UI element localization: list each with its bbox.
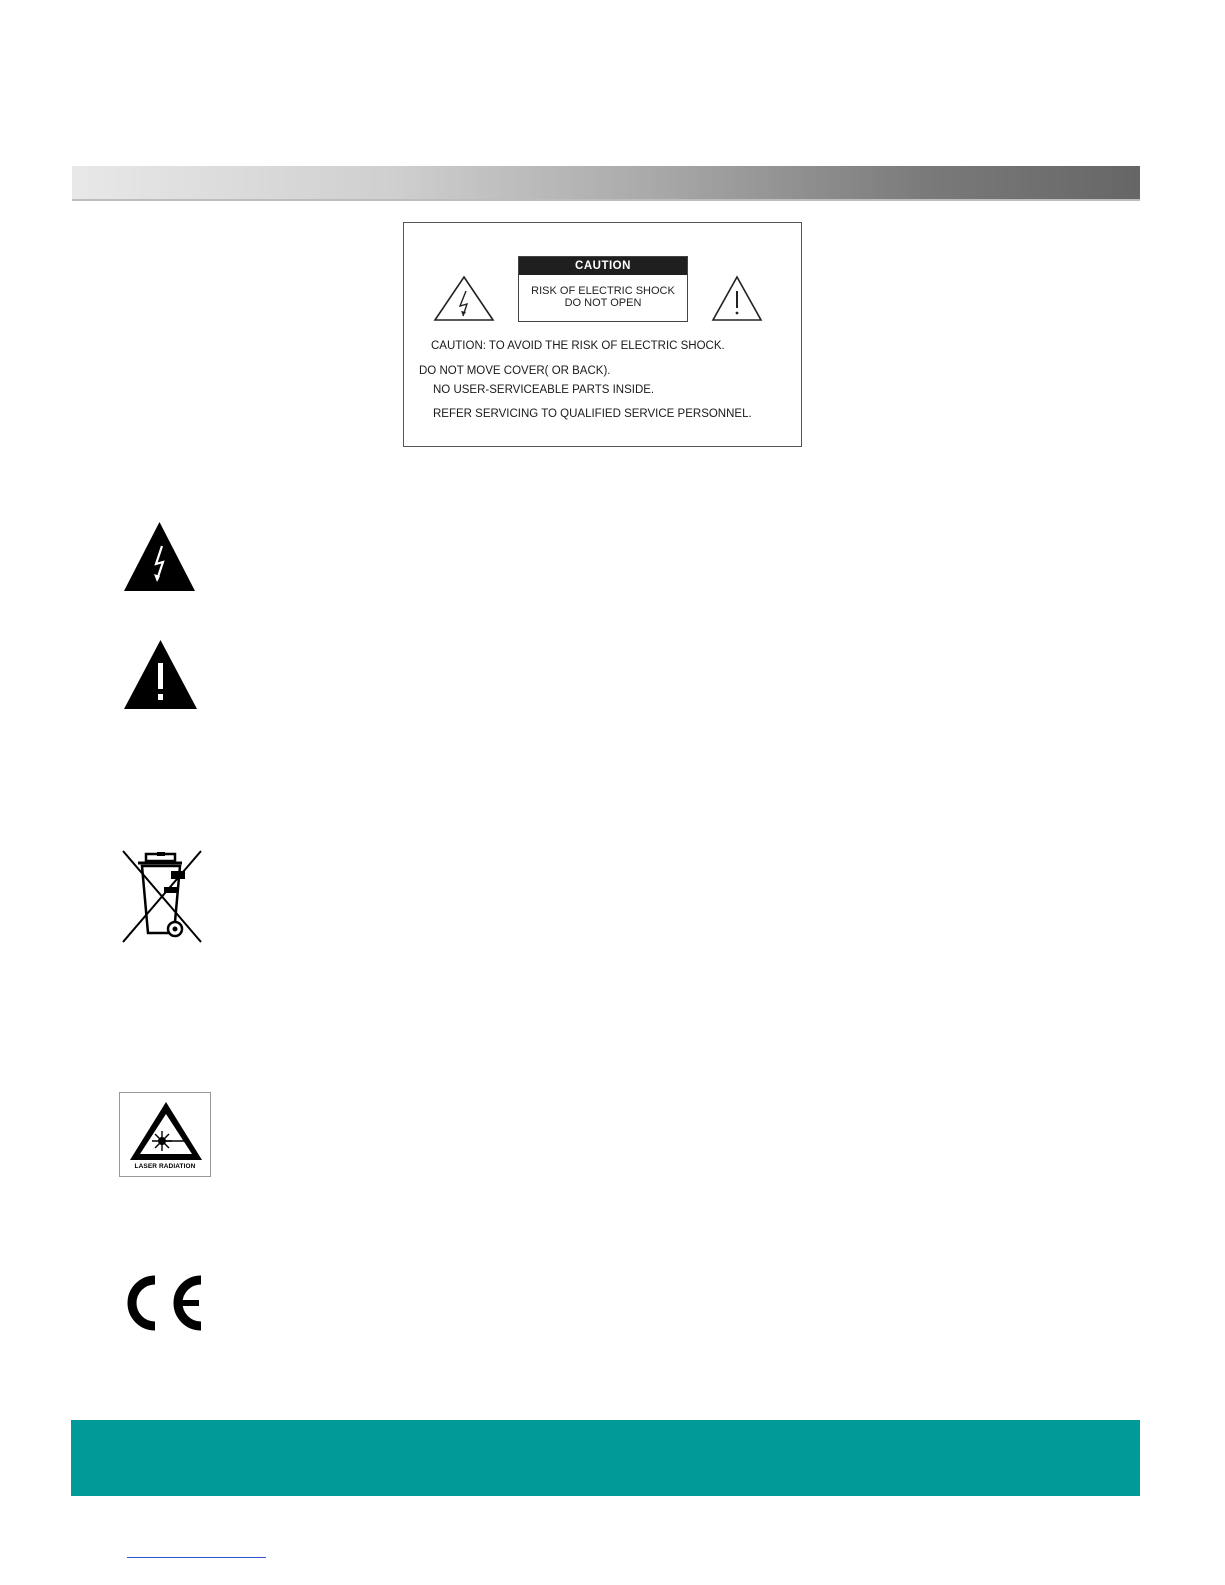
- caution-line-4: REFER SERVICING TO QUALIFIED SERVICE PERSONNEL.: [433, 408, 752, 420]
- ce-mark-icon: [117, 1270, 205, 1336]
- caution-box: [518, 256, 688, 322]
- lightning-warning-icon: [124, 522, 195, 592]
- laser-warning-icon: [119, 1092, 211, 1177]
- lightning-outline-icon: [432, 275, 496, 323]
- caution-label: [403, 222, 802, 447]
- laser-triangle-icon: [129, 1101, 203, 1161]
- laser-radiation-label: LASER RADIATION: [134, 1163, 196, 1170]
- caution-line-2: DO NOT MOVE COVER( OR BACK).: [419, 365, 611, 377]
- footer-bar: [71, 1420, 1140, 1496]
- footer-link-underline: [127, 1557, 266, 1558]
- exclamation-warning-icon: [124, 640, 197, 710]
- caution-title: CAUTION: [519, 257, 687, 275]
- crossed-bin-weee-icon: [120, 849, 204, 945]
- caution-line-3: NO USER-SERVICEABLE PARTS INSIDE.: [433, 384, 655, 396]
- caution-risk-line1: RISK OF ELECTRIC SHOCK: [531, 285, 675, 297]
- section-header-bar: [72, 166, 1140, 201]
- exclamation-outline-icon: [711, 275, 763, 323]
- caution-line-1: CAUTION: TO AVOID THE RISK OF ELECTRIC SHOCK.: [431, 340, 725, 352]
- caution-risk-line2: DO NOT OPEN: [564, 297, 642, 309]
